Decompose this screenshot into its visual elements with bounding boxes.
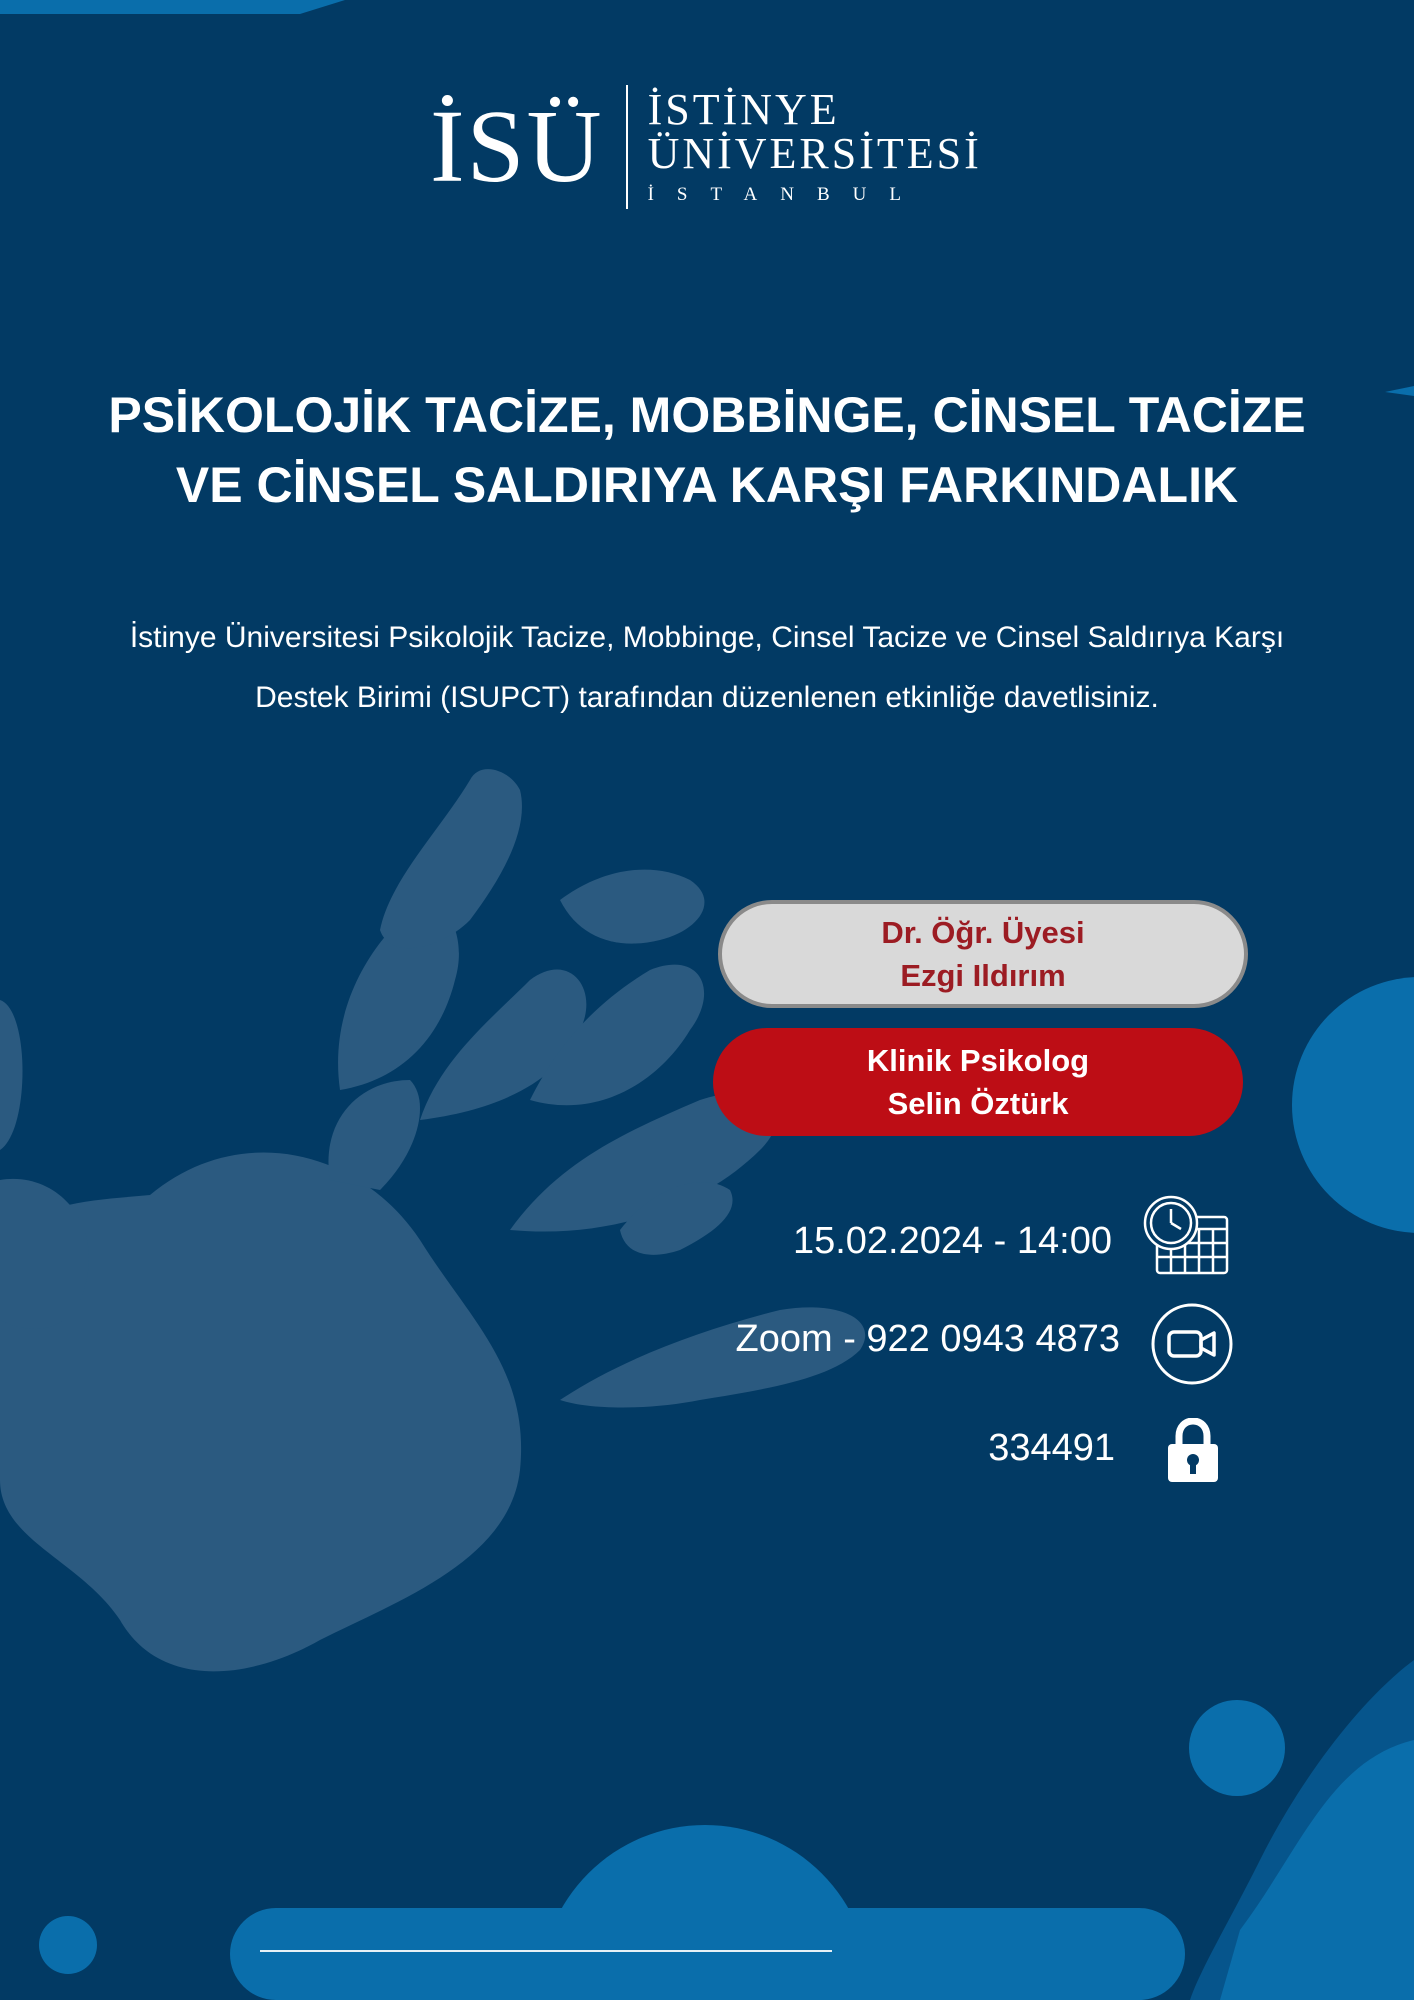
- speaker-1-title: Dr. Öğr. Üyesi: [881, 915, 1085, 950]
- speaker-1-name: Ezgi Ildırım: [900, 958, 1066, 993]
- logo-divider: [626, 85, 628, 209]
- speaker-badge-1: [718, 900, 1248, 1008]
- invitation-line-2: Destek Birimi (ISUPCT) tarafından düzenlenen etkinliğe davetlisiniz.: [255, 681, 1159, 714]
- lock-icon: [1165, 1418, 1221, 1484]
- zoom-meeting-id: Zoom - 922 0943 4873: [735, 1318, 1120, 1360]
- speaker-2-title: Klinik Psikolog: [866, 1043, 1090, 1078]
- logo-line-2: ÜNİVERSİTESİ: [647, 129, 982, 178]
- invitation-line-1: İstinye Üniversitesi Psikolojik Tacize, Mobbinge, Cinsel Tacize ve Cinsel Saldırıya Karşı: [129, 621, 1285, 654]
- logo-mark: İSÜ: [430, 89, 604, 204]
- event-datetime: 15.02.2024 - 14:00: [792, 1220, 1112, 1262]
- invitation-text: [30, 608, 1384, 728]
- logo-line-3: İSTANBUL: [647, 184, 924, 205]
- video-camera-icon: [1150, 1302, 1234, 1386]
- footer-divider: [260, 1950, 832, 1952]
- poster-title: [30, 380, 1384, 520]
- logo-line-1: İSTİNYE: [647, 85, 840, 134]
- zoom-passcode: 334491: [988, 1427, 1115, 1469]
- logo-text: [647, 85, 982, 206]
- calendar-clock-icon: [1143, 1195, 1231, 1277]
- title-line-2: VE CİNSEL SALDIRIYA KARŞI FARKINDALIK: [175, 457, 1239, 513]
- university-logo: [430, 82, 982, 212]
- speaker-badge-2: [713, 1028, 1243, 1136]
- title-line-1: PSİKOLOJİK TACİZE, MOBBİNGE, CİNSEL TACİZE: [108, 387, 1306, 443]
- speaker-2-name: Selin Öztürk: [887, 1086, 1069, 1121]
